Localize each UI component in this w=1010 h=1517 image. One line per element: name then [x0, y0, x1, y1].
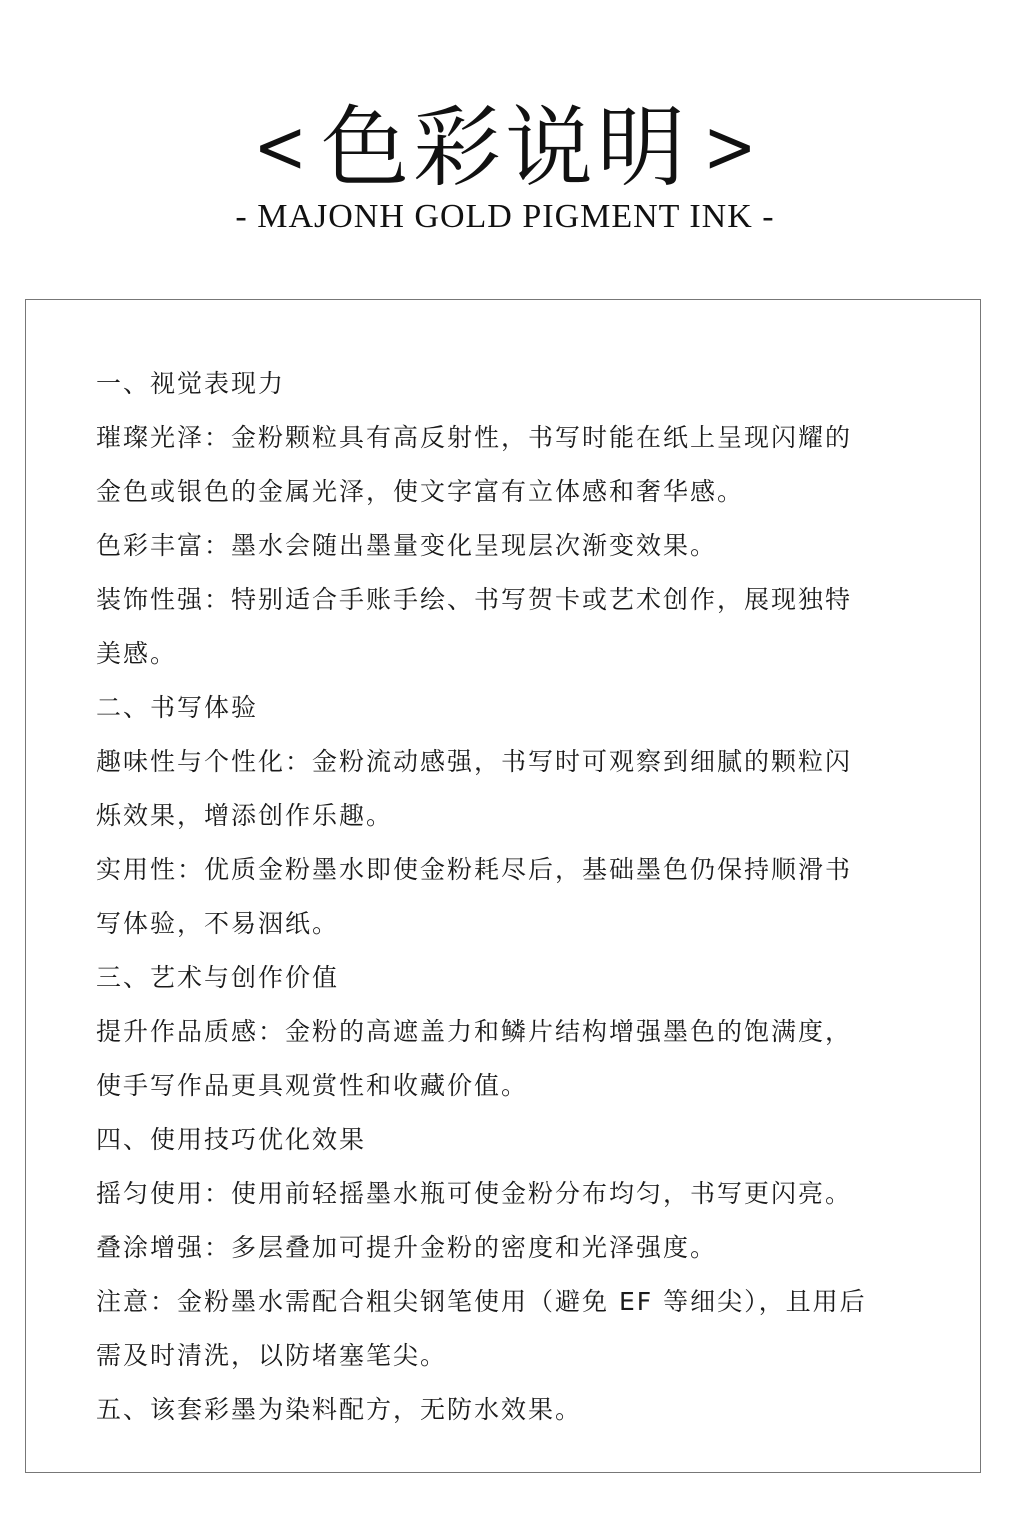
- right-angle-bracket: >: [703, 105, 757, 191]
- text-line: 色彩丰富：墨水会随出墨量变化呈现层次渐变效果。: [96, 531, 718, 560]
- page-subtitle: - MAJONH GOLD PIGMENT INK -: [235, 198, 775, 235]
- text-line: 烁效果，增添创作乐趣。: [96, 801, 394, 830]
- text-line: 摇匀使用：使用前轻摇墨水瓶可使金粉分布均匀，书写更闪亮。: [96, 1179, 853, 1208]
- text-line: 叠涂增强：多层叠加可提升金粉的密度和光泽强度。: [96, 1233, 718, 1262]
- section-heading: 四、使用技巧优化效果: [96, 1125, 367, 1154]
- text-line: 装饰性强：特别适合手账手绘、书写贺卡或艺术创作，展现独特: [96, 585, 853, 614]
- description-panel: [25, 299, 981, 1473]
- text-line: 璀璨光泽：金粉颗粒具有高反射性，书写时能在纸上呈现闪耀的: [96, 423, 853, 452]
- section-heading: 三、艺术与创作价值: [96, 963, 340, 992]
- text-line: 趣味性与个性化：金粉流动感强，书写时可观察到细腻的颗粒闪: [96, 747, 853, 776]
- section-heading: 二、书写体验: [96, 693, 259, 722]
- text-line: 实用性：优质金粉墨水即使金粉耗尽后，基础墨色仍保持顺滑书: [96, 855, 853, 884]
- section-heading: 一、视觉表现力: [96, 369, 286, 398]
- text-line: 注意：金粉墨水需配合粗尖钢笔使用（避免 EF 等细尖），且用后: [96, 1287, 867, 1316]
- page-header: [0, 0, 1010, 300]
- text-line: 金色或银色的金属光泽，使文字富有立体感和奢华感。: [96, 477, 745, 506]
- text-line: 使手写作品更具观赏性和收藏价值。: [96, 1071, 529, 1100]
- text-line: 美感。: [96, 639, 178, 668]
- page-title: 色彩说明: [320, 96, 689, 199]
- section-heading: 五、该套彩墨为染料配方，无防水效果。: [96, 1395, 583, 1424]
- title-row: [0, 88, 1010, 208]
- description-text: [96, 357, 926, 1437]
- text-line: 提升作品质感：金粉的高遮盖力和鳞片结构增强墨色的饱满度，: [96, 1017, 853, 1046]
- text-line: 写体验，不易洇纸。: [96, 909, 340, 938]
- left-angle-bracket: <: [253, 105, 307, 191]
- text-line: 需及时清洗，以防堵塞笔尖。: [96, 1341, 448, 1370]
